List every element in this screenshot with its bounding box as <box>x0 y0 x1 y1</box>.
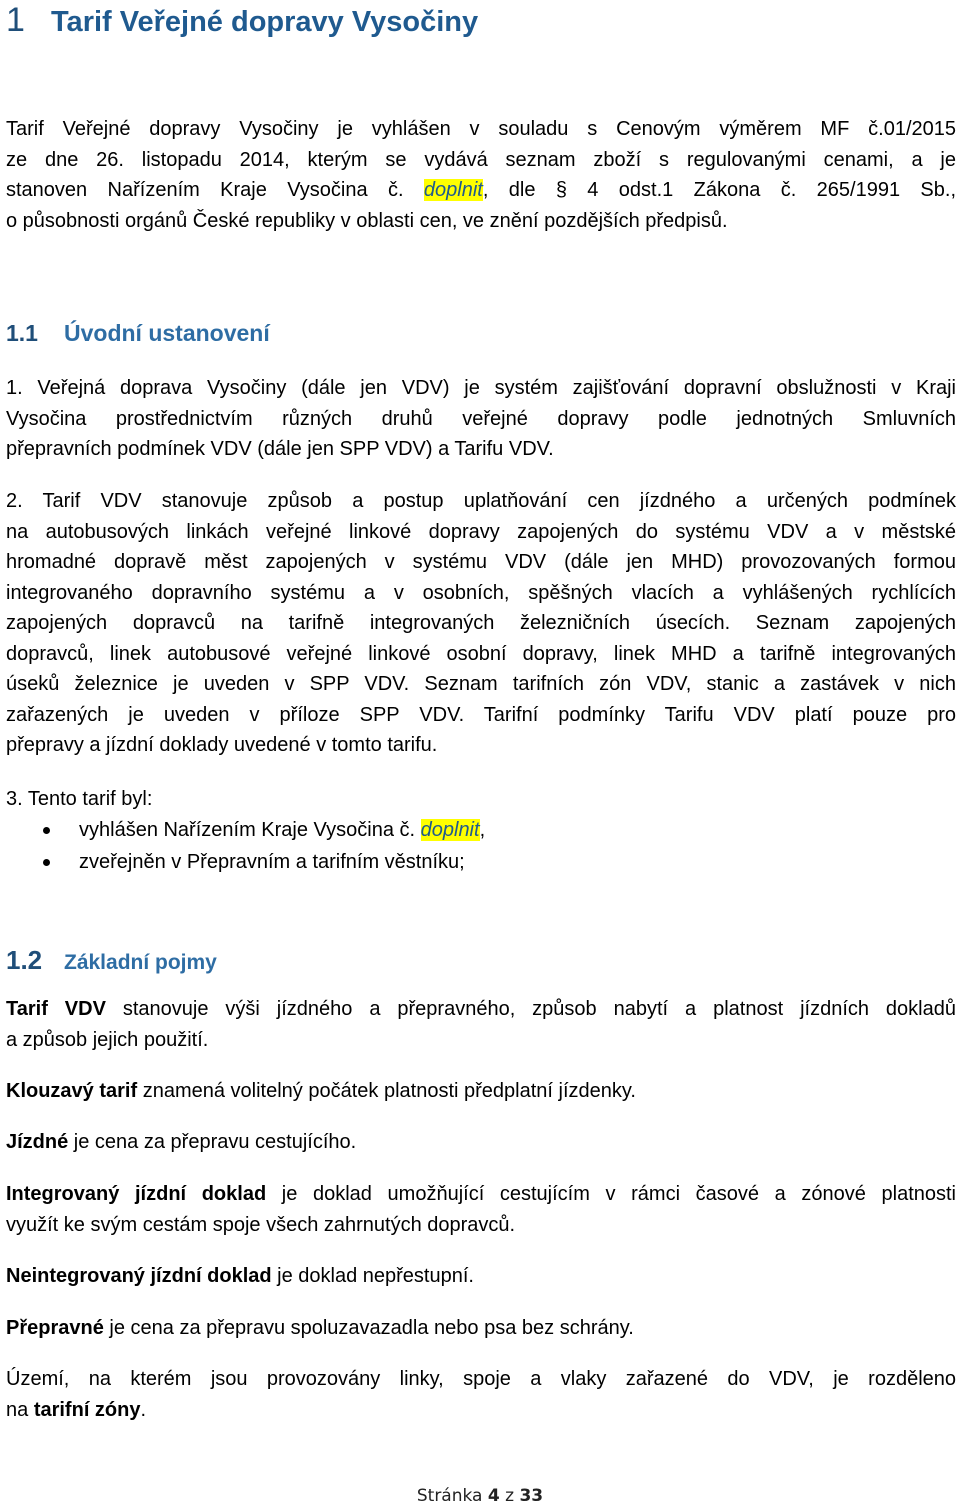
definition-klouzavy <box>6 1076 956 1107</box>
intro-paragraph <box>6 114 956 236</box>
text-line: využít ke svým cestám spoje všech zahrnutých dopravců. <box>6 1213 516 1236</box>
term: Přepravné <box>6 1317 104 1339</box>
term: Neintegrovaný jízdní doklad <box>6 1265 272 1287</box>
definition-uzemi <box>6 1364 956 1425</box>
text-line: 3. Tento tarif byl: <box>6 788 153 810</box>
text-line: úseků železnice je uveden v SPP VDV. Seznam tarifních zón VDV, stanic a zastávek v nich <box>6 673 956 695</box>
text-line: Integrovaný jízdní doklad je doklad umožňující cestujícím v rámci časové a zónové platnosti <box>6 1183 956 1205</box>
total-pages: 33 <box>519 1486 544 1506</box>
heading-1 <box>6 0 478 40</box>
text-line: 2. Tarif VDV stanovuje způsob a postup uplatňování cen jízdného a určených podmínek <box>6 490 956 512</box>
bullet-icon <box>43 859 50 866</box>
text-line: hromadné dopravě měst zapojených v systému VDV (dále jen MHD) provozovaných formou <box>6 551 956 573</box>
heading-1-title: Tarif Veřejné dopravy Vysočiny <box>51 6 479 38</box>
paragraph-1 <box>6 373 956 465</box>
definition-tarif <box>6 994 956 1055</box>
definition-prepravne <box>6 1313 956 1344</box>
current-page: 4 <box>487 1486 500 1506</box>
intro-line: stanoven Nařízením Kraje Vysočina č. doplnit, dle § 4 odst.1 Zákona č. 265/1991 Sb., <box>6 179 957 201</box>
heading-1-2 <box>6 945 217 976</box>
placeholder-highlight: doplnit <box>420 819 480 841</box>
list-item: vyhlášen Nařízením Kraje Vysočina č. doplnit, <box>6 814 946 846</box>
text-line: Přepravné je cena za přepravu spoluzavazadla nebo psa bez schrány. <box>6 1317 634 1339</box>
text-line: zařazených je uveden v příloze SPP VDV. Tarifní podmínky Tarifu VDV platí pouze pro <box>6 703 956 726</box>
paragraph-3 <box>6 784 956 815</box>
list-item: zveřejněn v Přepravním a tarifním věstníku; <box>6 846 946 878</box>
text-line: Neintegrovaný jízdní doklad je doklad nepřestupní. <box>6 1265 474 1287</box>
text-line: dopravců, linek autobusové veřejné linkové osobní dopravy, linek MHD a tarifně integrovaných <box>6 642 956 665</box>
intro-line: ze dne 26. listopadu 2014, kterým se vydává seznam zboží s regulovanými cenami, a je <box>6 148 956 171</box>
intro-line: Tarif Veřejné dopravy Vysočiny je vyhlášen v souladu s Cenovým výměrem MF č.01/2015 <box>6 118 956 140</box>
definition-integrovany <box>6 1179 956 1240</box>
text-line: a způsob jejich použití. <box>6 1028 209 1051</box>
term: Integrovaný jízdní doklad <box>6 1183 267 1205</box>
bullet-list <box>6 814 946 878</box>
bullet-icon <box>43 827 50 834</box>
text-line: Vysočina prostřednictvím různých druhů veřejné dopravy podle jednotných Smluvních <box>6 407 956 430</box>
text-line: integrovaného dopravního systému a v osobních, spěšných vlacích a vyhlášených rychlících <box>6 581 956 604</box>
placeholder-highlight: doplnit <box>423 179 483 201</box>
text-line: zapojených dopravců na tarifně integrovaných železničních úsecích. Seznam zapojených <box>6 612 956 634</box>
text-line: Klouzavý tarif znamená volitelný počátek platnosti předplatní jízdenky. <box>6 1080 636 1102</box>
term: tarifní zóny <box>33 1398 141 1421</box>
text-line: na autobusových linkách veřejné linkové dopravy zapojených do systému VDV a v městské <box>6 520 956 543</box>
term: Jízdné <box>6 1131 69 1153</box>
term: Tarif VDV <box>6 998 106 1020</box>
definition-neintegrovany <box>6 1261 956 1292</box>
text-line: Tarif VDV stanovuje výši jízdného a přepravného, způsob nabytí a platnost jízdních dokladů <box>6 998 956 1020</box>
text-line: přepravních podmínek VDV (dále jen SPP VDV) a Tarifu VDV. <box>6 438 554 460</box>
text-line: na tarifní zóny. <box>6 1398 147 1421</box>
definition-jizdne <box>6 1127 956 1158</box>
text-line: přepravy a jízdní doklady uvedené v tomto tarifu. <box>6 734 438 756</box>
text-line: 1. Veřejná doprava Vysočiny (dále jen VDV) je systém zajišťování dopravní obslužnosti v Kraji <box>6 377 956 399</box>
term: Klouzavý tarif <box>6 1080 138 1102</box>
page-footer: Stránka 4 z 33 <box>416 1486 544 1506</box>
heading-1-1-title: Úvodní ustanovení <box>64 320 270 346</box>
text-line: Území, na kterém jsou provozovány linky, spoje a vlaky zařazené do VDV, je rozděleno <box>6 1368 956 1390</box>
heading-1-2-number: 1.2 <box>6 945 43 975</box>
heading-1-number: 1 <box>6 1 25 39</box>
heading-1-1-number: 1.1 <box>6 320 38 346</box>
text-line: Jízdné je cena za přepravu cestujícího. <box>6 1131 357 1153</box>
heading-1-2-title: Základní pojmy <box>64 951 217 974</box>
heading-1-1 <box>6 320 270 347</box>
paragraph-2 <box>6 486 956 761</box>
intro-line: o působnosti orgánů České republiky v oblasti cen, ve znění pozdějších předpisů. <box>6 209 728 232</box>
